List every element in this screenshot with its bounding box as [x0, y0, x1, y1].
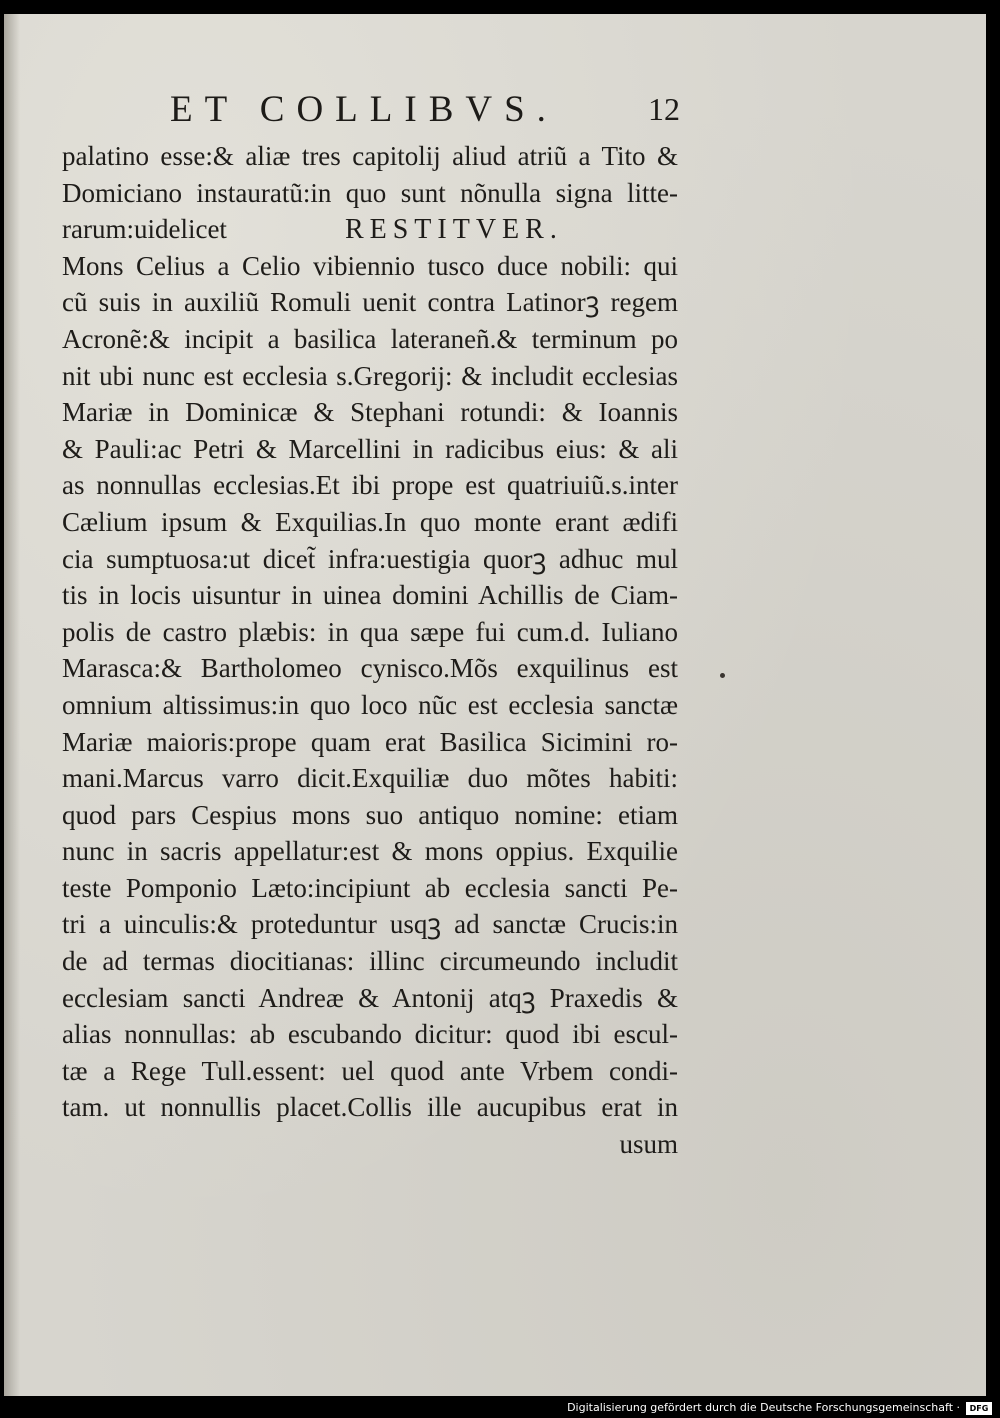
text-line-26: tæ a Rege Tull.essent: uel quod ante Vrbem condi-: [62, 1055, 678, 1086]
text-line-14: polis de castro plæbis: in qua sæpe fui cum.d. Iuliano: [62, 616, 678, 647]
page-gutter-shadow: [4, 14, 20, 1396]
text-line-24: ecclesiam sancti Andreæ & Antonij atqꝫ Praxedis &: [62, 982, 678, 1013]
text-line-5: cũ suis in auxiliũ Romuli uenit contra Latinorꝫ regem: [62, 287, 678, 318]
ink-spot: [720, 673, 725, 678]
text-line-19: quod pars Cespius mons suo antiquo nomine: etiam: [62, 799, 678, 830]
folio-number: 12: [648, 91, 680, 127]
text-line-15: Marasca:& Bartholomeo cynisco.Mõs exquilinus est: [62, 653, 678, 684]
text-line-18: mani.Marcus varro dicit.Exquiliæ duo mõtes habiti:: [62, 763, 678, 794]
text-block: [62, 138, 678, 1163]
text-line-3-lead: rarum:uidelicet: [62, 214, 227, 245]
text-line-3: [62, 211, 678, 248]
text-line-2: Domiciano instauratũ:in quo sunt nõnulla signa litte-: [62, 177, 678, 208]
text-line-23: de ad termas diocitianas: illinc circumeundo includit: [62, 946, 678, 977]
text-line-16: omnium altissimus:in quo loco nũc est ecclesia sanctæ: [62, 689, 678, 720]
text-line-13: tis in locis uisuntur in uinea domini Achillis de Ciam-: [62, 580, 678, 611]
text-line-22: tri a uinculis:& proteduntur usqꝫ ad sanctæ Crucis:in: [62, 909, 678, 940]
text-line-25: alias nonnullas: ab escubando dicitur: quod ibi escul-: [62, 1019, 678, 1050]
text-line-17: Mariæ maioris:prope quam erat Basilica Sicimini ro-: [62, 726, 678, 757]
text-line-21: teste Pomponio Læto:incipiunt ab ecclesia sancti Pe-: [62, 872, 678, 903]
text-line-3-capitals: RESTITVER.: [344, 214, 563, 246]
text-line-12: cia sumptuosa:ut dicet̃ infra:uestigia quorꝫ adhuc mul: [62, 543, 678, 574]
text-line-8: Mariæ in Dominicæ & Stephani rotundi: & Ioannis: [62, 397, 678, 428]
text-line-9: & Pauli:ac Petri & Marcellini in radicibus eius: & ali: [62, 433, 678, 464]
text-line-1: palatino esse:& aliæ tres capitolij aliud atriũ a Tito &: [62, 141, 678, 171]
text-line-10: as nonnullas ecclesias.Et ibi prope est quatriuiũ.s.inter: [62, 470, 678, 501]
text-line-27: tam. ut nonnullis placet.Collis ille aucupibus erat in: [62, 1092, 678, 1123]
text-line-4: Mons Celius a Celio vibiennio tusco duce nobili: qui: [62, 250, 678, 281]
catchword: usum: [619, 1129, 678, 1160]
text-line-7: nit ubi nunc est ecclesia s.Gregorij: & includit ecclesias: [62, 360, 678, 391]
text-line-11: Cælium ipsum & Exquilias.In quo monte erant ædifi: [62, 506, 678, 537]
dfg-logo-icon: DFG: [966, 1402, 992, 1415]
funding-note: Digitalisierung gefördert durch die Deutsche Forschungsgemeinschaft ·: [567, 1401, 960, 1414]
text-line-6: Acronẽ:& incipit a basilica lateraneñ.& terminum po: [62, 323, 678, 354]
running-head-title: ET COLLIBVS.: [170, 89, 558, 130]
text-line-20: nunc in sacris appellatur:est & mons oppius. Exquilie: [62, 836, 678, 867]
